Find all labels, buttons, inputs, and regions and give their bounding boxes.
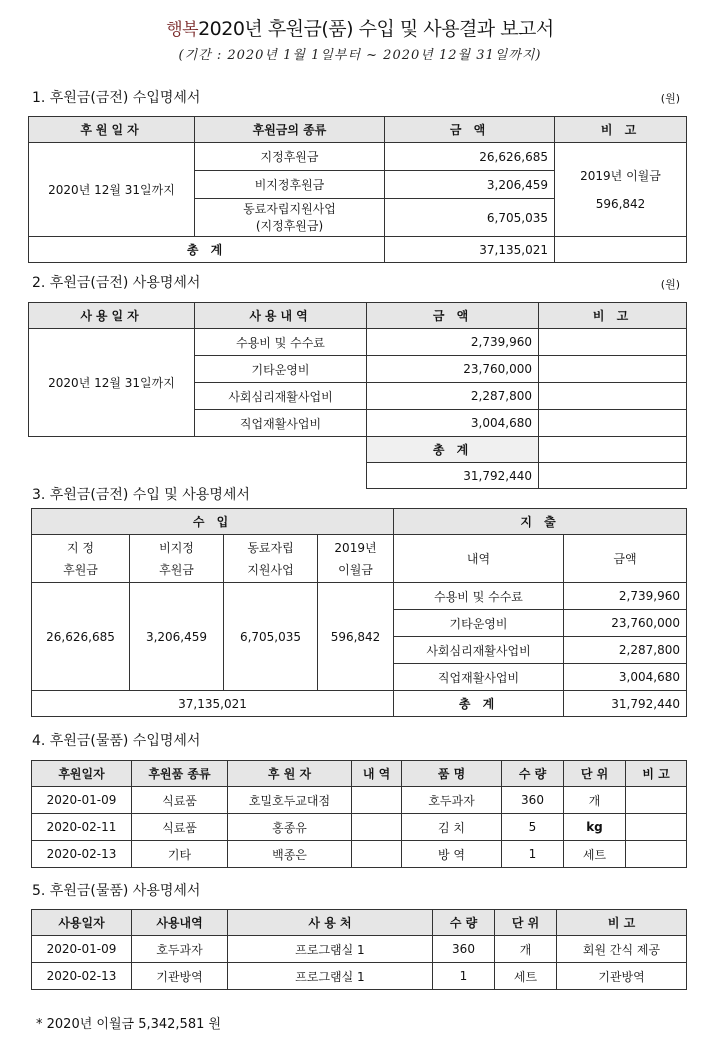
s3-income-value: 3,206,459 [130,583,224,691]
s1-header-note: 비 고 [555,117,687,143]
s2-item: 기타운영비 [195,356,367,383]
s4-header: 단 위 [564,761,626,787]
report-title [0,14,720,41]
s4-header: 비 고 [626,761,687,787]
table-row [32,841,687,868]
s1-kind-multiline [195,199,385,237]
s4-cell [352,841,402,868]
s4-header: 품 명 [402,761,502,787]
title-decoration: 행복 [166,20,199,40]
section1-unit: (원) [660,92,680,105]
title-text: 2020년 후원금(품) 수입 및 사용결과 보고서 [198,18,554,40]
table-row [32,814,687,841]
s3-expense-total: 31,792,440 [564,691,687,717]
s2-total-amount: 31,792,440 [367,463,539,489]
s2-amount: 23,760,000 [367,356,539,383]
s5-cell: 회원 간식 제공 [557,936,687,963]
s5-cell: 세트 [495,963,557,990]
section5-table [31,909,687,990]
section4-table [31,760,687,868]
s3-expense-amount: 23,760,000 [564,610,687,637]
s2-item: 사회심리재활사업비 [195,383,367,410]
s3-income-value: 6,705,035 [224,583,318,691]
s1-header-date: 후원일자 [29,117,195,143]
s4-cell [626,841,687,868]
s4-cell: 2020-01-09 [32,787,132,814]
s1-amount: 3,206,459 [385,171,555,199]
s3-income-col-line1: 동료자립 [247,540,294,555]
s5-header: 비 고 [557,910,687,936]
s3-income-col-line2: 이월금 [338,562,373,577]
section4-heading: 4. 후원금(물품) 수입명세서 [32,733,201,749]
s4-cell: 호두과자 [402,787,502,814]
s5-header: 단 위 [495,910,557,936]
s5-cell: 기관방역 [557,963,687,990]
s1-kind-line2: (지정후원금) [255,218,324,233]
s4-cell: 2020-02-13 [32,841,132,868]
s3-income-col-line1: 2019년 [334,540,377,555]
table-row [32,787,687,814]
carryover-footnote: * 2020년 이월금 5,342,581 원 [36,1017,222,1032]
s3-expense-amount: 2,287,800 [564,637,687,664]
s1-amount: 26,626,685 [385,143,555,171]
table-row [32,963,687,990]
section2-heading: 2. 후원금(금전) 사용명세서 [32,275,201,291]
s2-total-note [539,463,687,489]
s3-income-col-line1: 지 정 [67,540,94,555]
s2-note [539,356,687,383]
s4-cell: 홍종유 [228,814,352,841]
s1-kind-line1: 동료자립지원사업 [243,201,336,216]
s3-income-col-line2: 후원금 [159,562,194,577]
s3-expense-amount: 3,004,680 [564,664,687,691]
s3-expense-item: 사회심리재활사업비 [394,637,564,664]
s2-header-amount: 금 액 [367,303,539,329]
s3-income-col [318,535,394,583]
s3-expense-item-header: 내역 [394,535,564,583]
s1-kind: 비지정후원금 [195,171,385,199]
s5-cell: 호두과자 [132,936,228,963]
s1-date-cell: 2020년 12월 31일까지 [29,143,195,237]
s2-note [539,383,687,410]
s2-header-item: 사용내역 [195,303,367,329]
s1-note-cell [555,143,687,237]
s4-cell: 세트 [564,841,626,868]
table-row [32,936,687,963]
s4-cell: 360 [502,787,564,814]
section1-table [28,116,687,263]
s1-note-line1: 2019년 이월금 [580,168,661,183]
section3-heading: 3. 후원금(금전) 수입 및 사용명세서 [32,487,250,503]
s4-cell: 방 역 [402,841,502,868]
s2-spacer [29,437,367,463]
s4-cell: 기타 [132,841,228,868]
s1-header-kind: 후원금의 종류 [195,117,385,143]
s5-cell: 360 [433,936,495,963]
s3-income-col-line1: 비지정 [159,540,194,555]
s5-header: 사용일자 [32,910,132,936]
s4-cell: 개 [564,787,626,814]
s1-total-amount: 37,135,021 [385,237,555,263]
s1-note-line2: 596,842 [595,196,646,211]
s4-cell: 2020-02-11 [32,814,132,841]
s3-income-col-line2: 지원사업 [247,562,294,577]
s4-header: 후원일자 [32,761,132,787]
s4-cell: 김 치 [402,814,502,841]
s3-expense-item: 수용비 및 수수료 [394,583,564,610]
s3-income-col-line2: 후원금 [63,562,98,577]
s5-cell: 2020-02-13 [32,963,132,990]
s5-cell: 개 [495,936,557,963]
s3-expense-item: 직업재활사업비 [394,664,564,691]
s4-cell [626,787,687,814]
s5-header: 사용내역 [132,910,228,936]
s5-cell: 프로그램실 1 [228,963,433,990]
section2-table [28,302,687,489]
s5-cell: 1 [433,963,495,990]
s2-item: 수용비 및 수수료 [195,329,367,356]
s3-expense-header: 지 출 [394,509,687,535]
s1-header-amount: 금 액 [385,117,555,143]
s1-total-note [555,237,687,263]
s1-kind: 지정후원금 [195,143,385,171]
section2-unit: (원) [660,278,680,291]
s2-header-date: 사용일자 [29,303,195,329]
s3-expense-amount-header: 금액 [564,535,687,583]
s4-cell: 식료품 [132,787,228,814]
s2-total-note [539,437,687,463]
s4-header: 후원품 종류 [132,761,228,787]
section3-table [31,508,687,717]
section5-heading: 5. 후원금(물품) 사용명세서 [32,883,201,899]
s2-header-note: 비 고 [539,303,687,329]
s4-cell [352,814,402,841]
s4-header: 수 량 [502,761,564,787]
s3-income-header: 수 입 [32,509,394,535]
s3-expense-item: 기타운영비 [394,610,564,637]
s2-amount: 3,004,680 [367,410,539,437]
s4-cell: 5 [502,814,564,841]
s4-cell [626,814,687,841]
s4-cell: 호밀호두교대점 [228,787,352,814]
s3-income-value: 26,626,685 [32,583,130,691]
s4-cell: 식료품 [132,814,228,841]
s2-total-label: 총 계 [367,437,539,463]
s4-cell [352,787,402,814]
s2-date-cell: 2020년 12월 31일까지 [29,329,195,437]
s2-note [539,329,687,356]
report-period: (기간 : 2020년 1월 1일부터 ~ 2020년 12월 31일까지) [178,48,542,63]
s1-amount: 6,705,035 [385,199,555,237]
s4-cell: 백종은 [228,841,352,868]
s5-header: 수 량 [433,910,495,936]
s1-total-label: 총 계 [29,237,385,263]
s4-cell: kg [564,814,626,841]
s3-income-total: 37,135,021 [32,691,394,717]
section1-heading: 1. 후원금(금전) 수입명세서 [32,90,201,106]
s2-item: 직업재활사업비 [195,410,367,437]
s3-income-col [130,535,224,583]
s4-header: 후 원 자 [228,761,352,787]
s3-income-value: 596,842 [318,583,394,691]
s5-cell: 기관방역 [132,963,228,990]
s4-header: 내 역 [352,761,402,787]
s3-income-col [224,535,318,583]
s5-cell: 2020-01-09 [32,936,132,963]
s2-amount: 2,287,800 [367,383,539,410]
s4-cell: 1 [502,841,564,868]
s3-expense-total-label: 총 계 [394,691,564,717]
s3-income-col [32,535,130,583]
s3-expense-amount: 2,739,960 [564,583,687,610]
s5-cell: 프로그램실 1 [228,936,433,963]
s2-note [539,410,687,437]
s5-header: 사 용 처 [228,910,433,936]
s2-amount: 2,739,960 [367,329,539,356]
